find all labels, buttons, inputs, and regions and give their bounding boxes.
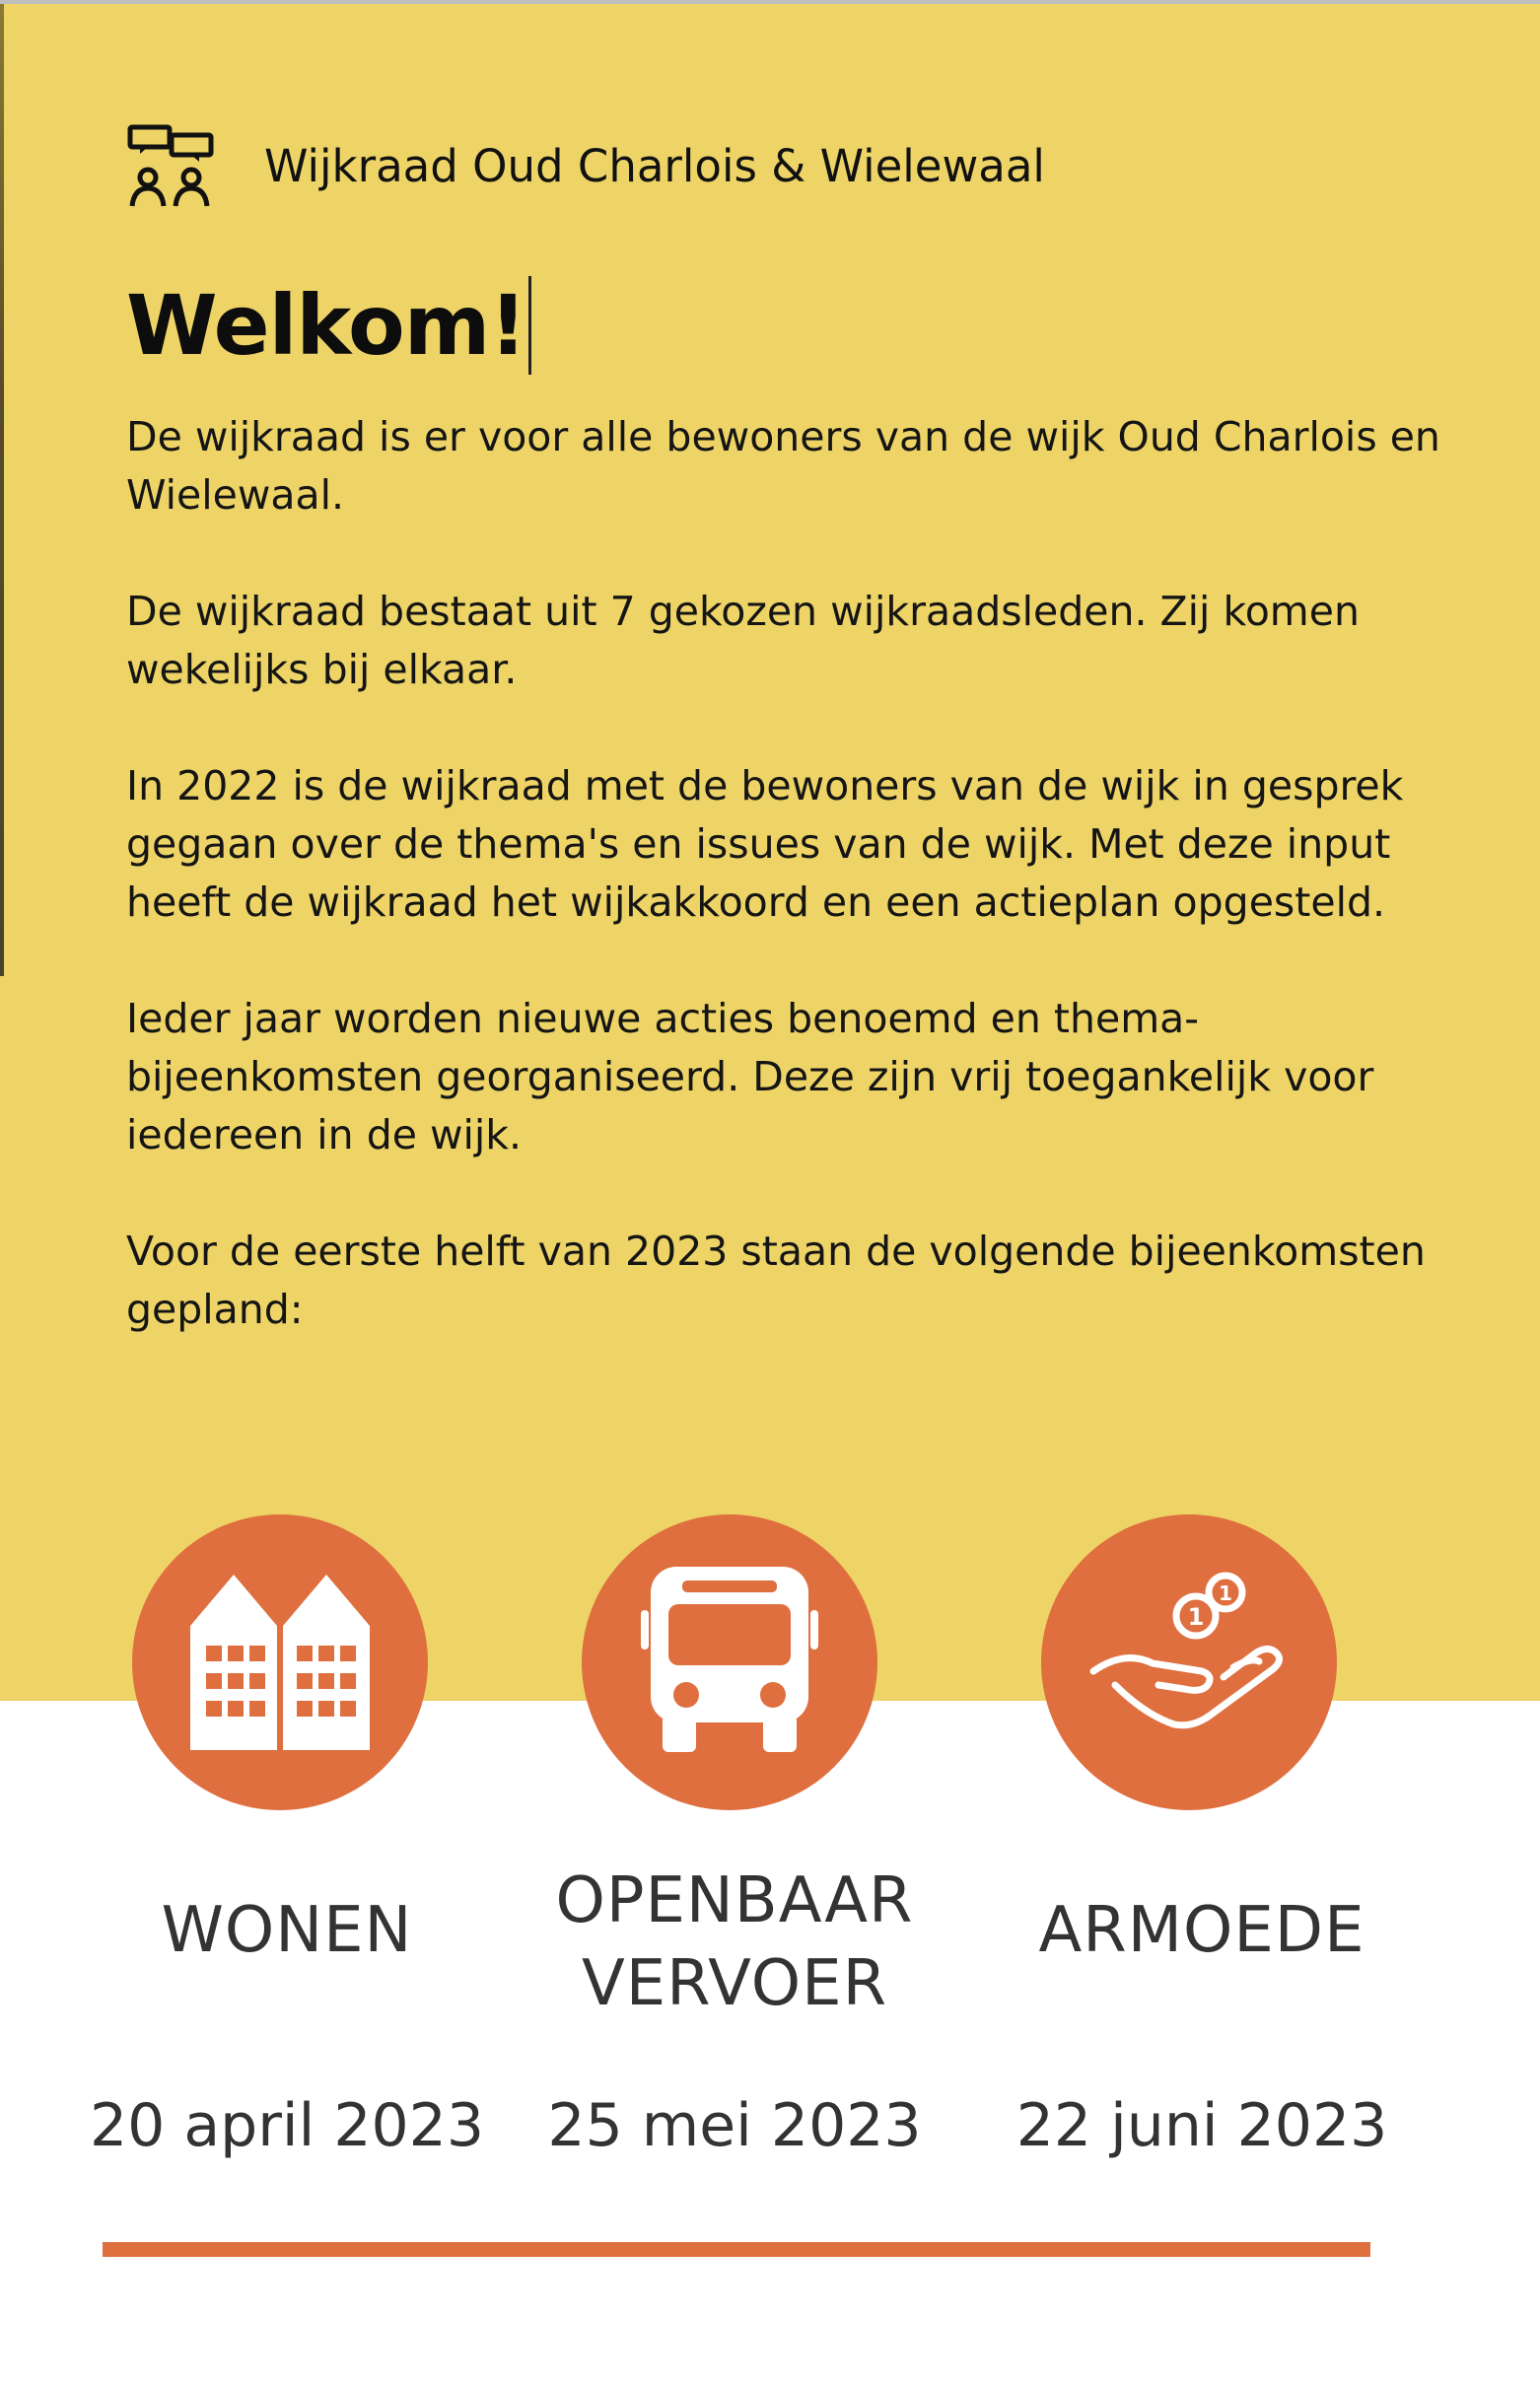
hand-coins-icon (1085, 1567, 1293, 1758)
bus-icon (641, 1567, 818, 1758)
header (126, 120, 1045, 211)
intro-paragraph: In 2022 is de wijkraad met de bewoners van de wijk in gesprek gegaan over de thema's en issues van de wijk. Met deze input heeft de wijkraad het wijkakkoord en een actieplan opgesteld. (126, 762, 1404, 926)
theme-label: OPENBAAR VERVOER (555, 1864, 914, 2020)
theme-circle (132, 1514, 428, 1810)
theme-circle (582, 1514, 877, 1810)
intro-paragraph: Ieder jaar worden nieuwe acties benoemd en thema-bijeenkomsten georganiseerd. Deze zijn vrij toegankelijk voor iedereen in de wijk. (126, 995, 1374, 1159)
intro-text (126, 408, 1477, 1397)
top-edge-border (0, 0, 1540, 4)
theme-date: 25 mei 2023 (547, 2091, 922, 2160)
left-edge-shadow (0, 0, 4, 976)
page-title (126, 276, 531, 375)
svg-text:1: 1 (1187, 1603, 1205, 1631)
organization-name: Wijkraad Oud Charlois & Wielewaal (264, 139, 1045, 192)
intro-paragraph: De wijkraad is er voor alle bewoners van de wijk Oud Charlois en Wielewaal. (126, 413, 1440, 519)
text-cursor (528, 276, 531, 375)
intro-paragraph: De wijkraad bestaat uit 7 gekozen wijkraadsleden. Zij komen wekelijks bij elkaar. (126, 588, 1360, 693)
theme-date: 20 april 2023 (89, 2091, 485, 2160)
theme-circle (1041, 1514, 1337, 1810)
houses-icon (186, 1567, 374, 1758)
welcome-title: Welkom! (126, 277, 526, 374)
theme-label: ARMOEDE (1038, 1894, 1365, 1967)
intro-paragraph: Voor de eerste helft van 2023 staan de volgende bijeenkomsten gepland: (126, 1228, 1426, 1333)
theme-date: 22 juni 2023 (1015, 2091, 1388, 2160)
community-council-icon (126, 121, 215, 210)
svg-text:1: 1 (1219, 1581, 1232, 1605)
orange-divider (103, 2242, 1370, 2257)
theme-label: WONEN (161, 1894, 413, 1967)
